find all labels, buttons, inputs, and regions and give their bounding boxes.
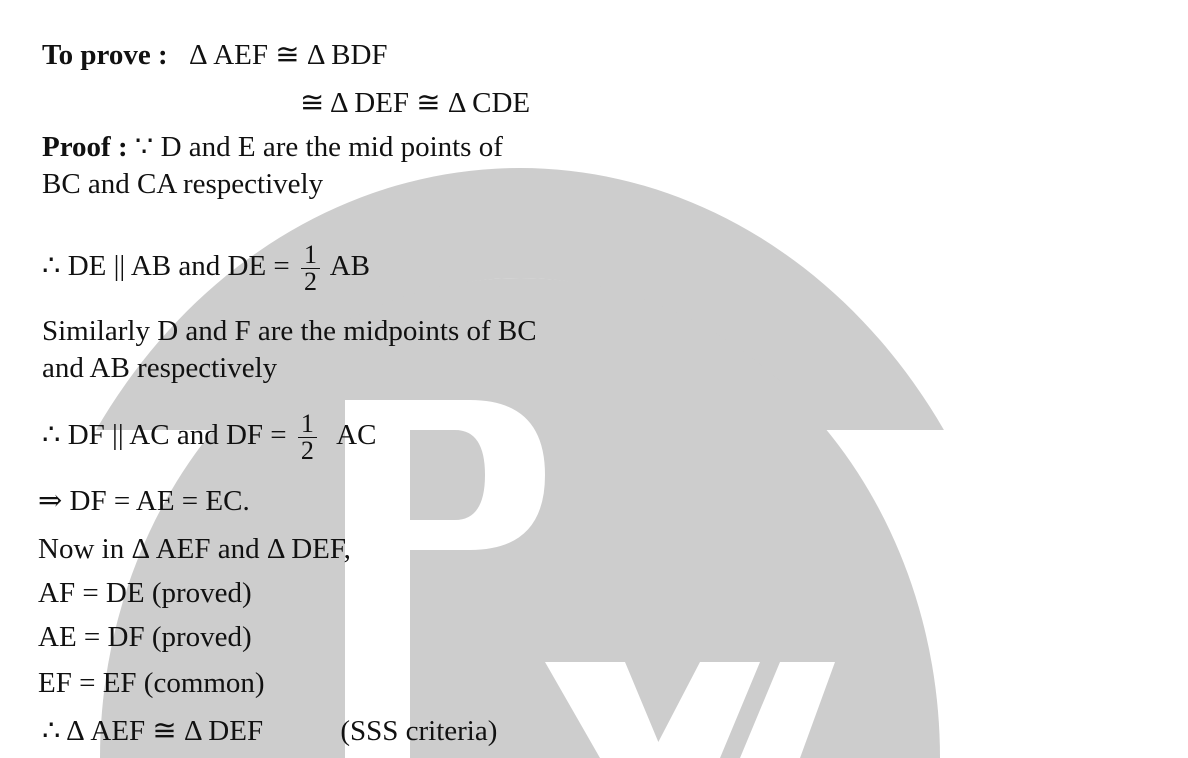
condition-line: AE = DF (proved) xyxy=(38,621,252,653)
condition-line: AF = DE (proved) xyxy=(38,577,252,609)
step1-suffix: AB xyxy=(329,250,370,282)
to-prove-line xyxy=(42,38,388,72)
now-line: Now in Δ AEF and Δ DEF, xyxy=(38,533,351,565)
to-prove-continuation: ≅ Δ DEF ≅ Δ CDE xyxy=(300,87,531,119)
conclusion-line xyxy=(42,714,497,748)
similarly-line-continuation: and AB respectively xyxy=(42,352,278,384)
step2-fraction xyxy=(298,408,317,465)
to-prove-statement: Δ AEF ≅ Δ BDF xyxy=(188,39,388,71)
step2-suffix: AC xyxy=(336,419,377,451)
conclusion-reason: (SSS criteria) xyxy=(340,715,498,747)
proof-line xyxy=(42,130,503,164)
to-prove-label: To prove : xyxy=(42,39,168,71)
implies-line: ⇒ DF = AE = EC. xyxy=(38,485,250,517)
step2-prefix: ∴ DF || AC and DF = xyxy=(42,419,287,451)
proof-text: ∵ D and E are the mid points of xyxy=(134,131,503,163)
step2-equation xyxy=(42,403,376,467)
step1-prefix: ∴ DE || AB and DE = xyxy=(42,250,290,282)
condition-line: EF = EF (common) xyxy=(38,667,265,699)
proof-label: Proof : xyxy=(42,131,128,163)
fraction-numerator: 1 xyxy=(298,411,317,438)
conclusion-statement: ∴ Δ AEF ≅ Δ DEF xyxy=(42,715,264,747)
proof-text-continuation: BC and CA respectively xyxy=(42,168,324,200)
fraction-denominator: 2 xyxy=(300,435,314,465)
step1-equation xyxy=(42,234,370,298)
similarly-line: Similarly D and F are the midpoints of BC xyxy=(42,315,537,347)
fraction-denominator: 2 xyxy=(304,266,318,296)
step1-fraction xyxy=(301,239,320,296)
fraction-numerator: 1 xyxy=(301,242,320,269)
